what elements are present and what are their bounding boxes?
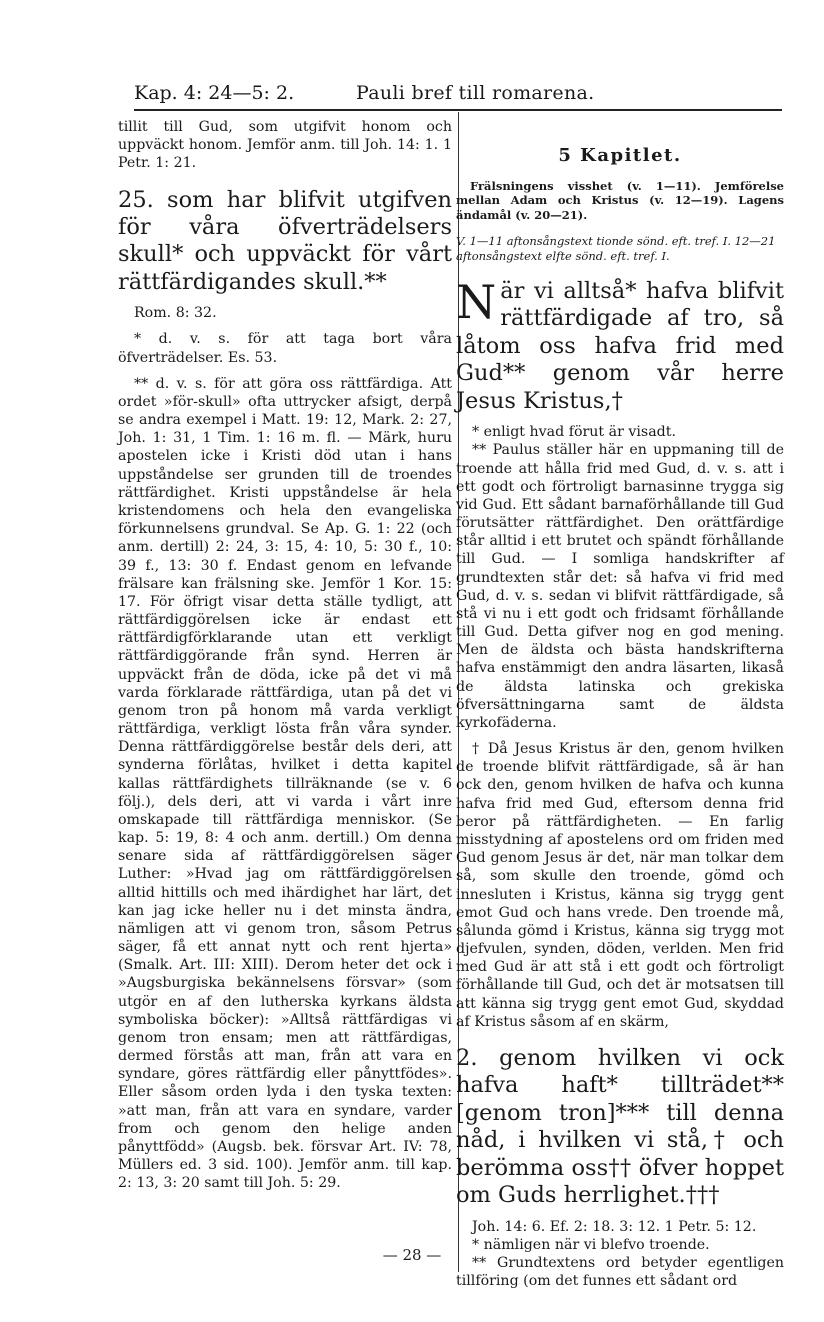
right-column — [456, 118, 784, 1290]
running-header — [134, 82, 784, 110]
footnote-v1-2: ** Paulus ställer här en uppmaning till de troende att hålla frid med Gud, d. v. s. att i ett godt och förtroligt barnasinne trygga sig vid Gud. Ett sådant barnaförhållande till Gud förutsätter rättfärdighet. Den orättfärdige står alltid i ett brutet och spändt förhållande till Gud. — I somliga handskrifter af grundtexten står det: så hafva vi frid med Gud, d. v. s. sedan vi blifvit rättfärdigade, så stå vi nu i ett godt och fridsamt förhållande till Gud. Detta gifver nog en god mening. Men de äldsta och bästa handskrifterna hafva enstämmigt den andra läsarten, likaså de äldsta latinska och grekiska öfversättningarna samt de äldsta kyrkofäderna. — [456, 442, 784, 731]
verse-25: 25. som har blifvit utgifven för våra öfverträdelsers skull* och uppväckt för vårt rättfärdigandes skull.** — [118, 186, 452, 295]
footnote-2: ** d. v. s. för att göra oss rättfärdiga. Att ordet »för-skull» ofta uttrycker afsigt, derpå se andra exempel i Matt. 19: 12, Mark. 2: 27, Joh. 1: 31, 1 Tim. 1: 16 m. fl. — Märk, huru apostelen icke i Kristi död utan i hans uppståndelse ser grunden till de troendes rättfärdighet. Kristi uppståndelse är hela kristendomens och hela den evangeliska förkunnelsens grundval. Se Ap. G. 1: 22 (och anm. dertill) 2: 24, 3: 15, 4: 10, 5: 30 f., 10: 39 f., 13: 30 f. Endast genom en lefvande frälsare kan frälsning ske. Jemför 1 Kor. 15: 17. För öfrigt visar detta ställe tydligt, att rättfärdiggörelsen icke är endast ett rättfärdigförklarande utan ett verkligt rättfärdiggörande från synd. Herren är uppväckt från de döda, icke på det vi må varda förklarade rättfärdiga, utan på det vi genom tron på honom må varda verkligt rättfärdiga, verkligt lösta från våra synder. Denna rättfärdiggörelse består dels deri, att synderna förlåtas, hvilket i detta kapitel kallas rättfärdighets tillräknande (se v. 6 följ.), dels deri, att vi varda i vårt inre omskapade till rättfärdiga menniskor. (Se kap. 5: 19, 8: 4 och anm. dertill.) Om denna senare sida af rättfärdiggörelsen säger Luther: »Hvad jag om rättfärdiggörelsen alltid hittills och med ihärdighet har lärt, det kan jag icke heller nu i det minsta ändra, nämligen att vi genom tron, såsom Petrus säger, få ett annat nytt och rent hjerta» (Smalk. Art. III: XIII). Derom heter det ock i »Augsburgiska bekännelsens försvar» (som utgör en af den lutherska kyrkans äldsta symboliska böcker): »Alltså rättfärdigas vi genom tron ensam; men att rättfärdigas, dermed förstås att man, från att vara en syndare, göres rättfärdig eller pånyttfödes». Eller såsom orden lyda i den tyska texten: »att man, från att vara en syndare, varder from och genom den helige anden pånyttfödd» (Augsb. bek. försvar Art. IV: 78, Müllers ed. 3 sid. 100). Jemför anm. till kap. 2: 13, 3: 20 samt till Joh. 5: 29. — [118, 375, 452, 1192]
footnote-v2-2: ** Grundtextens ord betyder egentligen tillföring (om det funnes ett sådant ord — [456, 1254, 784, 1290]
verse-1-text: är vi alltså* hafva blifvit rättfärdigade af tro, så låtom oss hafva frid med Gud** genom vår herre Jesus Kristus,† — [456, 278, 784, 414]
cross-reference: Rom. 8: 32. — [134, 305, 217, 322]
footnote-v1-1: * enligt hvad förut är visadt. — [472, 424, 676, 441]
continued-commentary: tillit till Gud, som utgifvit honom och uppväckt honom. Jemför anm. till Joh. 14: 1. 1 Petr. 1: 21. — [118, 119, 452, 172]
lection-note: V. 1—11 aftonsångstext tionde sönd. eft. tref. I. 12—21 aftonsångstext elfte sönd. eft. tref. I. — [456, 234, 776, 264]
page-number: — 28 — — [382, 1246, 442, 1264]
verse-2: 2. genom hvilken vi ock hafva haft* tillträdet** [genom tron]*** till denna nåd, i hvilken vi stå,† och berömma oss†† öfver hoppet om Guds herrlighet.††† — [456, 1044, 784, 1209]
cross-reference-v2: Joh. 14: 6. Ef. 2: 18. 3: 12. 1 Petr. 5: 12. — [472, 1218, 757, 1235]
chapter-reference: Kap. 4: 24—5: 2. — [134, 82, 295, 104]
drop-capital: N — [456, 275, 497, 330]
footnote-v2-1: * nämligen när vi blefvo troende. — [472, 1236, 710, 1253]
chapter-summary: Frälsningens visshet (v. 1—11). Jemförelse mellan Adam och Kristus (v. 12—19). Lagens ändamål (v. 20—21). — [456, 179, 784, 222]
footnote-v1-3: † Då Jesus Kristus är den, genom hvilken de troende blifvit rättfärdigade, så är han ock den, genom hvilken de hafva och kunna hafva frid med Gud, eftersom denna frid beror på rättfärdigheten. — En farlig misstydning af apostelens ord om friden med Gud genom Jesus är det, när man tolkar dem så, som skulle den troende, gömd och innesluten i Kristus, känna sig trygg gent emot Gud och hans vrede. Den troende må, sålunda gömd i Kristus, känna sig trygg mot djefvulen, synden, döden, verlden. Men frid med Gud är att stå i ett godt och förtroligt förhållande till Gud, och det är motsatsen till att känna sig trygg gent emot Gud, skyddad af Kristus såsom af en skärm, — [456, 741, 784, 1030]
chapter-heading: 5 Kapitlet. — [558, 145, 682, 166]
footnote-1: * d. v. s. för att taga bort våra öfverträdelser. Es. 53. — [118, 331, 452, 366]
left-column — [118, 118, 452, 1193]
header-rule — [134, 109, 782, 111]
verse-1 — [456, 275, 784, 415]
book-title: Pauli bref till romarena. — [356, 82, 595, 104]
